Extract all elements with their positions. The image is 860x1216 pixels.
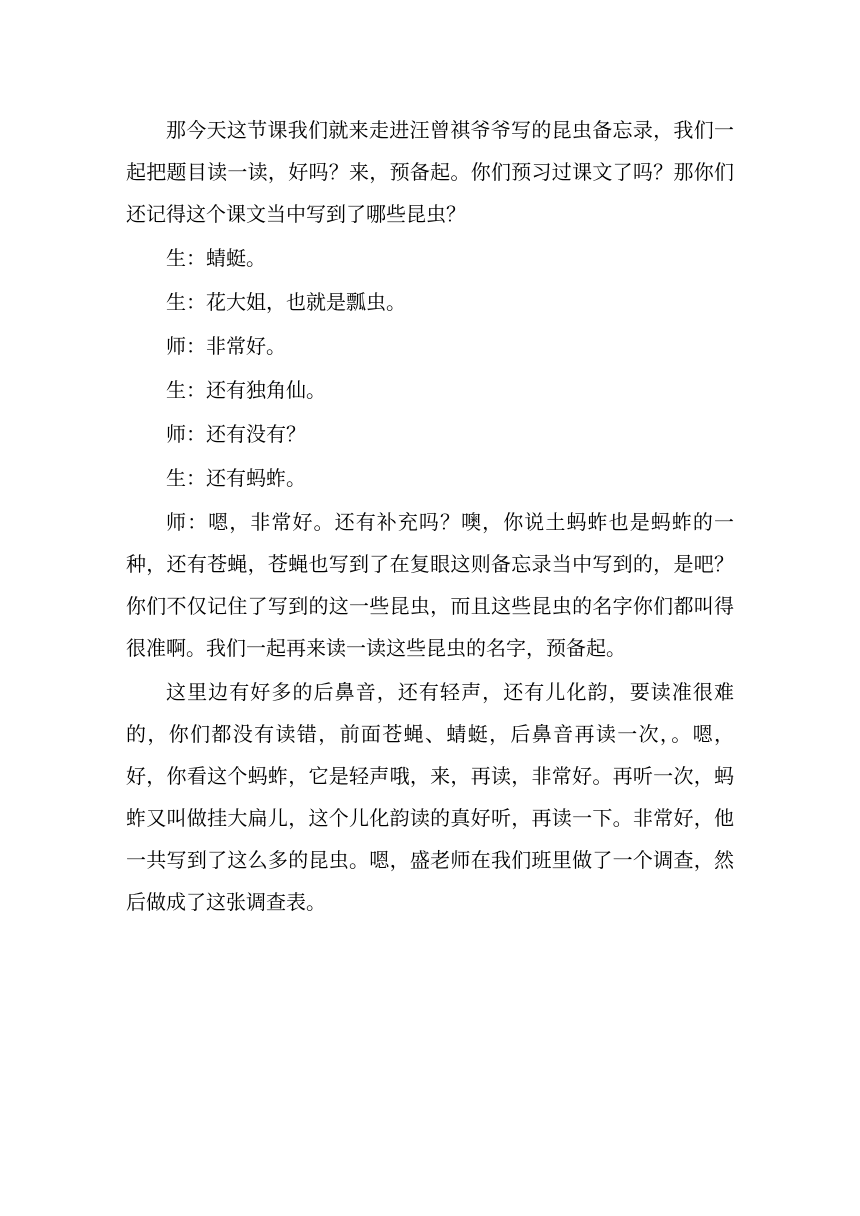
paragraph-student-grasshopper: 生：还有蚂蚱。 <box>166 466 306 490</box>
paragraph-student-beetle: 生：还有独角仙。 <box>166 378 326 402</box>
paragraph-teacher-praise: 师：非常好。 <box>166 334 286 358</box>
paragraph-teacher-question: 师：还有没有？ <box>166 422 306 446</box>
paragraph-intro: 那今天这节课我们就来走进汪曾祺爷爷写的昆虫备忘录，我们一起把题目读一读，好吗？来，预备起。你们预习过课文了吗？那你们还记得这个课文当中写到了哪些昆虫？ <box>126 118 734 226</box>
paragraph-teacher-summary: 师：嗯，非常好。还有补充吗？噢，你说土蚂蚱也是蚂蚱的一种，还有苍蝇，苍蝇也写到了在复眼这则备忘录当中写到的，是吧？你们不仅记住了写到的这一些昆虫，而且这些昆虫的名字你们都叫得很准啊。我们一起再来读一读这些昆虫的名字，预备起。 <box>126 510 734 660</box>
paragraph-pronunciation: 这里边有好多的后鼻音，还有轻声，还有儿化韵，要读准很难的，你们都没有读错，前面苍蝇、蜻蜓，后鼻音再读一次，。嗯，好，你看这个蚂蚱，它是轻声哦，来，再读，非常好。再听一次，蚂蚱又叫做挂大扁儿，这个儿化韵读的真好听，再读一下。非常好，他一共写到了这么多的昆虫。嗯，盛老师在我们班里做了一个调查，然后做成了这张调查表。 <box>126 680 734 914</box>
document-body <box>126 109 734 925</box>
paragraph-student-dragonfly: 生：蜻蜓。 <box>166 246 266 270</box>
paragraph-student-ladybug: 生：花大姐，也就是瓢虫。 <box>166 290 406 314</box>
